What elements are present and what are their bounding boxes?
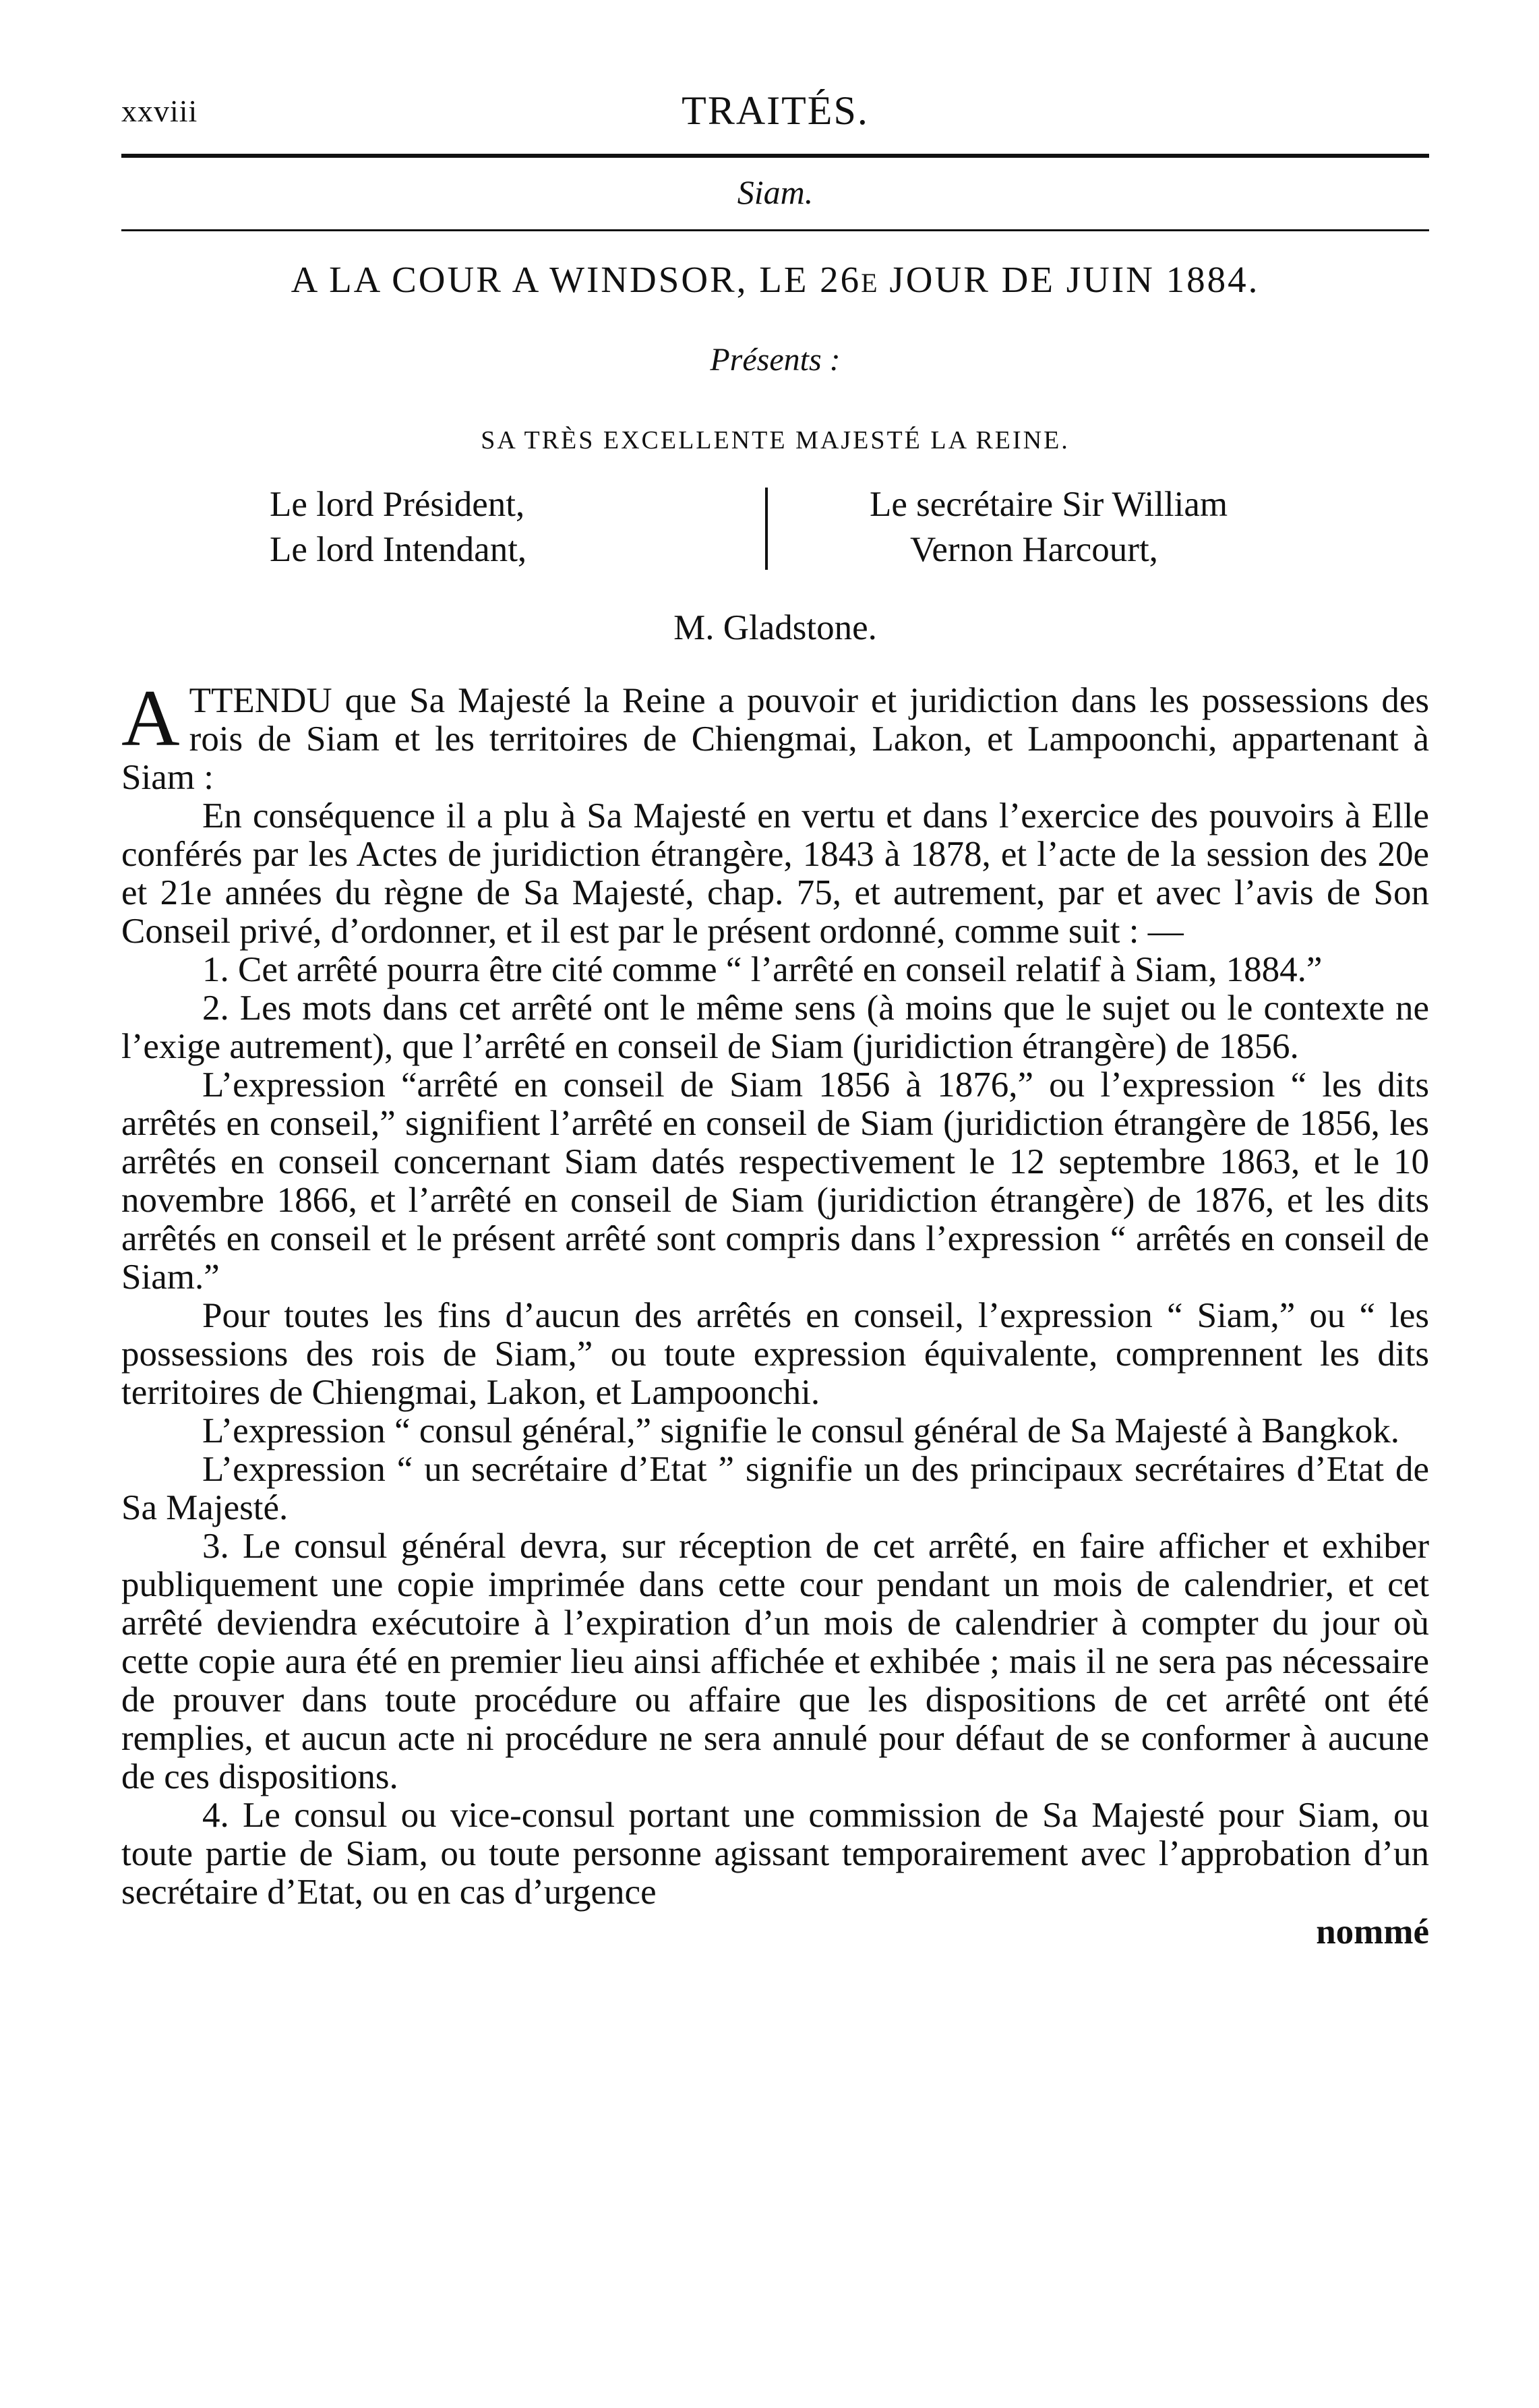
body-text: [121, 673, 1429, 1912]
court-heading: [121, 258, 1429, 301]
paragraph: En conséquence il a plu à Sa Majesté en vertu et dans l’exercice des pouvoirs à Elle conférés par les Actes de juridiction étrangère, 1843 à 1878, et l’acte de la session des 20e et 21e années du règne de Sa Majesté, chap. 75, et autrement, par et avec l’avis de Son Conseil privé, d’ordonner, et il est par le présent ordonné, comme suit : —: [121, 796, 1429, 951]
opening-paragraph: [121, 673, 1429, 797]
article-4: 4. Le consul ou vice-consul portant une commission de Sa Majesté pour Siam, ou toute partie de Siam, ou toute personne agissant temporairement avec l’approbation d’un secrétaire d’Etat, ou en cas d’urgence: [121, 1796, 1429, 1912]
article-3: 3. Le consul général devra, sur réception de cet arrêté, en faire afficher et exhiber publiquement une copie imprimée dans cette cour pendant un mois de calendrier, et cet arrêté deviendra exécutoire à l’expiration d’un mois de calendrier à compter du jour où cette copie aura été en premier lieu ainsi affichée et exhibée ; mais il ne sera pas nécessaire de prouver dans toute procédure ou affaire que les dispositions de cet arrêté ont été remplies, et aucun acte ni procédure ne sera annulé pour défaut de se conformer à aucune de ces dispositions.: [121, 1527, 1429, 1796]
section-title: Siam.: [737, 173, 814, 211]
attendees-block: [121, 482, 1429, 577]
section-rule: [121, 229, 1429, 231]
attendees-right: [870, 482, 1228, 572]
court-heading-sup: E: [861, 268, 878, 298]
attendees-brace: [765, 488, 768, 570]
article-2: 2. Les mots dans cet arrêté ont le même sens (à moins que le sujet ou le contexte ne l’exige autrement), que l’arrêté en conseil de Siam (juridiction étrangère) de 1856.: [121, 989, 1429, 1066]
opening-text: TTENDU que Sa Majesté la Reine a pouvoir et juridiction dans les possessions des rois de Siam et les territoires de Chiengmai, Lakon, et Lampoonchi, appartenant à Siam :: [121, 681, 1429, 797]
document-page: [121, 88, 1429, 1951]
attendee-lord-president: Le lord Président,: [270, 485, 525, 524]
paragraph: L’expression “ consul général,” signifie le consul général de Sa Majesté à Bangkok.: [202, 1411, 1399, 1450]
paragraph: Pour toutes les fins d’aucun des arrêtés en conseil, l’expression “ Siam,” ou “ les possessions des rois de Siam,” ou toute expression équivalente, comprennent les dits territoires de Chiengmai, Lakon, et Lampoonchi.: [121, 1296, 1429, 1412]
attendee-gladstone: M. Gladstone.: [673, 608, 877, 647]
attendee-secretary: Le secrétaire Sir William: [870, 485, 1228, 524]
header-rule: [121, 154, 1429, 158]
court-heading-a: A LA COUR A WINDSOR, LE 26: [291, 259, 862, 300]
page-header: [121, 88, 1429, 148]
paragraph: L’expression “arrêté en conseil de Siam 1856 à 1876,” ou l’expression “ les dits arrêtés en conseil,” signifient l’arrêté en conseil de Siam (juridiction étrangère de 1856, les arrêtés en conseil concernant Siam datés respectivement le 12 septembre 1863, et le 10 novembre 1866, et l’arrêté en conseil de Siam (juridiction étrangère) de 1876, et les dits arrêtés en conseil et le présent arrêté sont compris dans l’expression “ arrêtés en conseil de Siam.”: [121, 1065, 1429, 1297]
attendee-secretary-name: Vernon Harcourt,: [910, 530, 1158, 569]
page-number: xxviii: [121, 94, 198, 128]
drop-cap: A: [121, 673, 180, 763]
presents-label: Présents :: [710, 342, 841, 378]
article-1: 1. Cet arrêté pourra être cité comme “ l’arrêté en conseil relatif à Siam, 1884.”: [202, 950, 1323, 989]
attendee-lord-intendant: Le lord Intendant,: [270, 530, 527, 569]
court-heading-b: JOUR DE JUIN 1884.: [878, 259, 1260, 300]
attendees-left: [270, 482, 526, 572]
queen-line: SA TRÈS EXCELLENTE MAJESTÉ LA REINE.: [481, 426, 1070, 454]
paragraph: L’expression “ un secrétaire d’Etat ” signifie un des principaux secrétaires d’Etat de Sa Majesté.: [121, 1450, 1429, 1527]
running-title: TRAITÉS.: [682, 88, 869, 133]
catchword: nommé: [1316, 1912, 1429, 1951]
